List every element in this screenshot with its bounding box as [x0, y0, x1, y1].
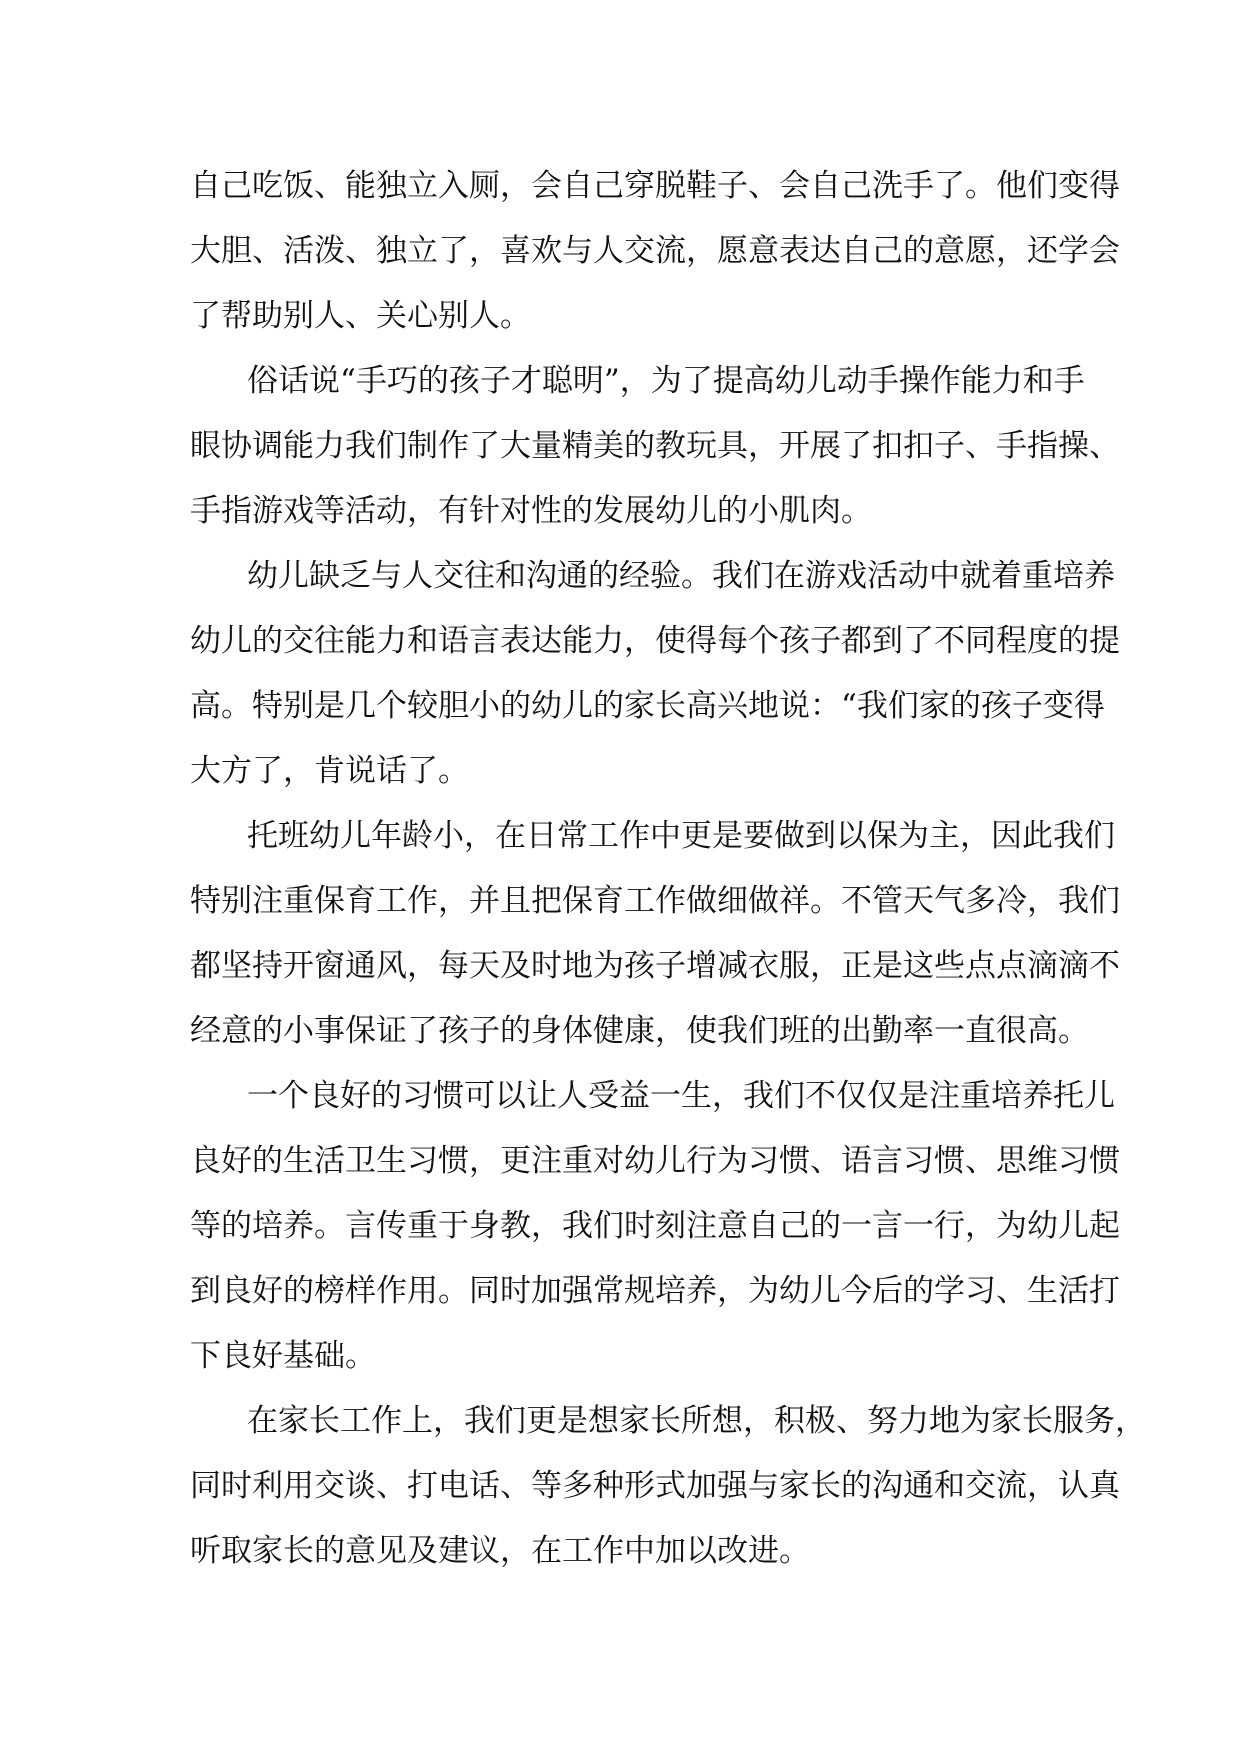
text-line: 大方了，肯说话了。 — [190, 753, 469, 789]
text-line: 等的培养。言传重于身教，我们时刻注意自己的一言一行，为幼儿起 — [190, 1208, 1120, 1244]
paragraph-1 — [190, 154, 1120, 349]
paragraph-6 — [190, 1389, 1146, 1584]
text-line: 经意的小事保证了孩子的身体健康，使我们班的出勤率一直很高。 — [190, 1013, 1089, 1049]
text-line: 良好的生活卫生习惯，更注重对幼儿行为习惯、语言习惯、思维习惯 — [190, 1143, 1120, 1179]
text-line: 到良好的榜样作用。同时加强常规培养，为幼儿今后的学习、生活打 — [190, 1273, 1120, 1309]
text-line: 自己吃饭、能独立入厕，会自己穿脱鞋子、会自己洗手了。他们变得 — [190, 168, 1120, 204]
paragraph-3 — [190, 544, 1120, 804]
text-line: 下良好基础。 — [190, 1338, 376, 1374]
text-line: 大胆、活泼、独立了，喜欢与人交流，愿意表达自己的意愿，还学会 — [190, 233, 1120, 269]
text-line: 幼儿的交往能力和语言表达能力，使得每个孩子都到了不同程度的提 — [190, 623, 1120, 659]
paragraph-4 — [190, 804, 1120, 1064]
text-line: 幼儿缺乏与人交往和沟通的经验。我们在游戏活动中就着重培养 — [247, 558, 1115, 594]
text-line: 都坚持开窗通风，每天及时地为孩子增减衣服，正是这些点点滴滴不 — [190, 948, 1120, 984]
text-line: 俗话说“手巧的孩子才聪明”，为了提高幼儿动手操作能力和手 — [247, 363, 1085, 399]
paragraph-5 — [190, 1064, 1120, 1389]
text-line: 特别注重保育工作，并且把保育工作做细做祥。不管天气多冷，我们 — [190, 883, 1120, 919]
text-line: 了帮助别人、关心别人。 — [190, 298, 531, 334]
text-line: 听取家长的意见及建议，在工作中加以改进。 — [190, 1533, 810, 1569]
text-line: 手指游戏等活动，有针对性的发展幼儿的小肌肉。 — [190, 493, 872, 529]
paragraph-2 — [190, 349, 1120, 544]
text-line: 眼协调能力我们制作了大量精美的教玩具，开展了扣扣子、手指操、 — [190, 428, 1120, 464]
text-line: 一个良好的习惯可以让人受益一生，我们不仅仅是注重培养托儿 — [247, 1078, 1115, 1114]
text-line: 托班幼儿年龄小，在日常工作中更是要做到以保为主，因此我们 — [247, 818, 1115, 854]
text-line: 在家长工作上，我们更是想家长所想，积极、努力地为家长服务， — [247, 1403, 1146, 1439]
text-line: 高。特别是几个较胆小的幼儿的家长高兴地说：“我们家的孩子变得 — [190, 688, 1105, 724]
body-text — [190, 154, 1146, 1584]
text-line: 同时利用交谈、打电话、等多种形式加强与家长的沟通和交流，认真 — [190, 1468, 1120, 1504]
